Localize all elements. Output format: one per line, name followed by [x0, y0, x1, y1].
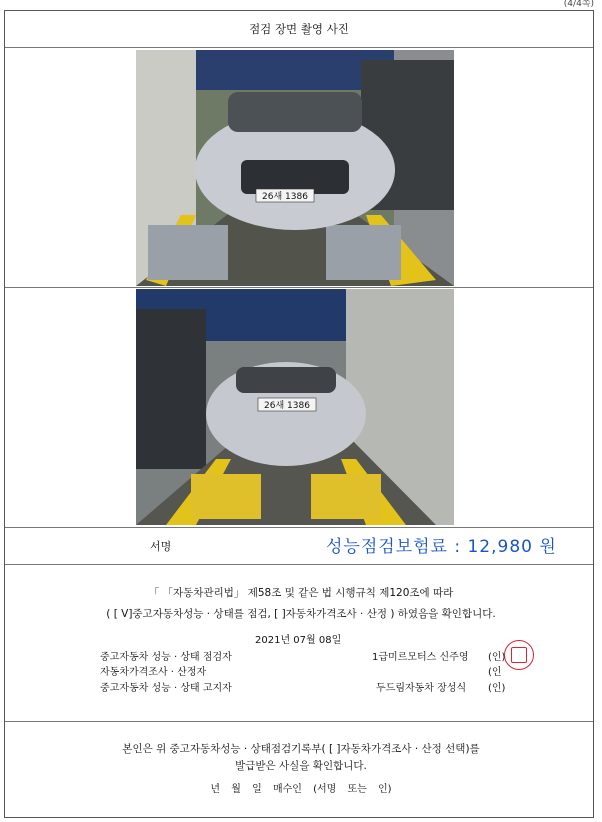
rear-inspection-photo	[136, 289, 454, 525]
declaration-line-1: 「 「자동차관리법」 제58조 및 같은 법 시행규칙 제120조에 따라	[148, 587, 454, 599]
signer-role-3: 중고자동차 성능 · 상태 고지자	[100, 683, 232, 694]
divider	[5, 564, 593, 565]
divider	[5, 721, 593, 722]
official-seal-stamp	[504, 640, 534, 670]
signer-role-1: 중고자동차 성능 · 상태 점검자	[100, 652, 232, 663]
confirmation-line-2: 발급받은 사실을 확인합니다.	[235, 760, 367, 772]
signature-label: 서명	[150, 540, 172, 553]
confirmation-line-1: 본인은 위 중고자동차성능 · 상태점검기록부( [ ]자동차가격조사 · 산정 선택)를	[122, 743, 480, 755]
front-inspection-photo	[136, 50, 454, 286]
declaration-line-2: ( [ V]중고자동차성능 · 상태를 점검, [ ]자동차가격조사 · 산정 ) 하였음을 확인합니다.	[106, 608, 496, 620]
front-plate-text: 26새 1386	[262, 192, 308, 202]
signer-mark-2: (인	[488, 667, 502, 678]
divider	[5, 527, 593, 528]
signer-role-2: 자동차가격조사 · 산정자	[100, 667, 207, 678]
buyer-signature-line: 년 월 일 매수인 (서명 또는 인)	[210, 784, 392, 795]
signer-name-1: 1급미르모터스 신주영	[372, 652, 469, 663]
signer-mark-3: (인)	[488, 683, 506, 694]
signer-mark-1: (인)	[488, 652, 506, 663]
rear-plate-text: 26새 1386	[264, 401, 310, 411]
inspection-fee: 성능점검보험료 : 12,980 원	[326, 537, 557, 557]
divider	[5, 287, 593, 288]
signer-name-3: 두드림자동차 장성식	[376, 683, 467, 694]
photo-section-title: 점검 장면 촬영 사진	[249, 22, 349, 36]
declaration-date: 2021년 07월 08일	[255, 635, 342, 646]
divider	[5, 47, 593, 48]
page-number: (4/4쪽)	[563, 0, 594, 9]
